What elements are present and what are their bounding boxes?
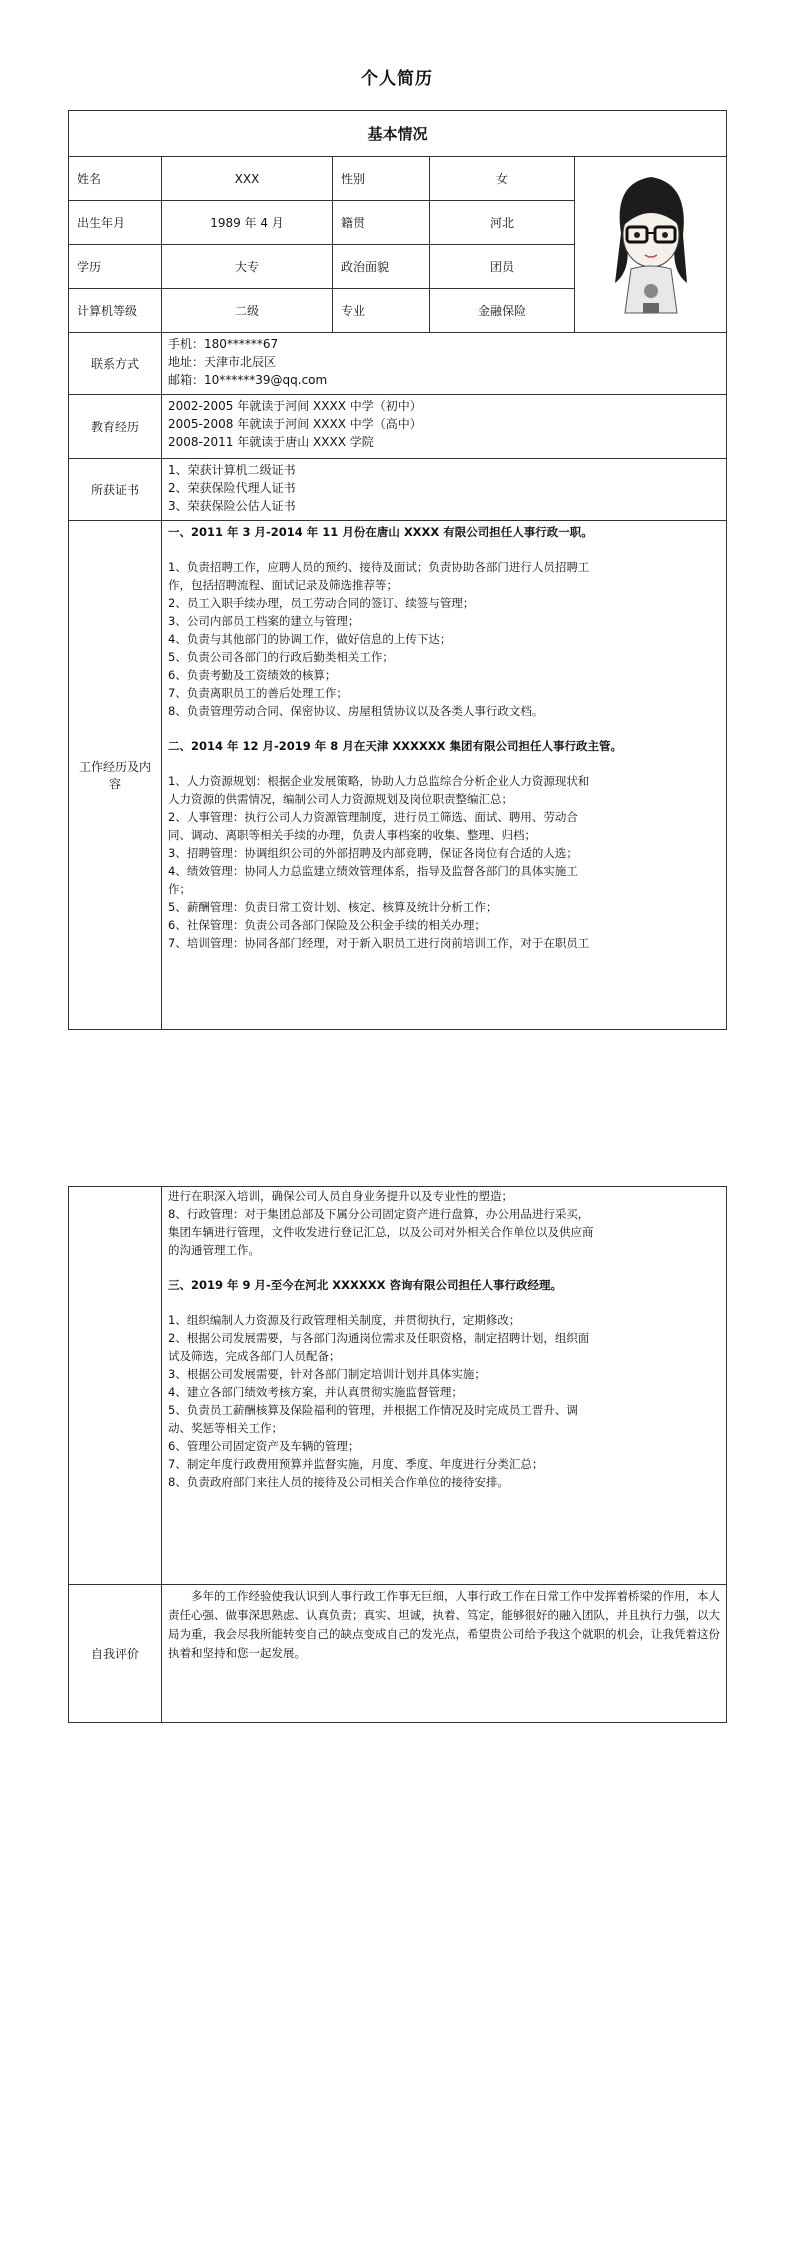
education-info	[162, 395, 727, 459]
contact-info	[162, 333, 727, 395]
political-status-label: 政治面貌	[333, 245, 430, 289]
list-item: 6、负责考勤及工资绩效的核算；	[168, 668, 337, 682]
gender-value: 女	[430, 157, 575, 201]
list-item: 2、员工入职手续办理，员工劳动合同的签订、续签与管理；	[168, 596, 475, 610]
list-item: 1、荣获计算机二级证书	[168, 463, 296, 477]
table-row	[69, 1585, 727, 1723]
work-heading-3: 三、2019 年 9 月-至今在河北 XXXXXX 咨询有限公司担任人事行政经理。	[168, 1278, 562, 1292]
list-item: 4、建立各部门绩效考核方案，并认真贯彻实施监督管理；	[168, 1385, 463, 1399]
political-status-value: 团员	[430, 245, 575, 289]
list-item: 3、公司内部员工档案的建立与管理；	[168, 614, 360, 628]
work-content-part1	[162, 521, 727, 1030]
list-item: 4、负责与其他部门的协调工作，做好信息的上传下达；	[168, 632, 452, 646]
list-item: 2、荣获保险代理人证书	[168, 481, 296, 495]
list-item: 2008-2011 年就读于唐山 XXXX 学院	[168, 435, 374, 449]
birth-label: 出生年月	[69, 201, 162, 245]
list-item: 5、负责员工薪酬核算及保险福利的管理，并根据工作情况及时完成员工晋升、调	[168, 1403, 578, 1417]
list-item: 2、根据公司发展需要，与各部门沟通岗位需求及任职资格，制定招聘计划，组织面	[168, 1331, 590, 1345]
list-item: 试及筛选，完成各部门人员配备；	[168, 1349, 341, 1363]
list-item: 2005-2008 年就读于河间 XXXX 中学（高中）	[168, 417, 422, 431]
computer-level-value: 二级	[162, 289, 333, 333]
email-line: 邮箱：10******39@qq.com	[168, 373, 328, 387]
work-heading-2: 二、2014 年 12 月-2019 年 8 月在天津 XXXXXX 集团有限公司担任人事行政主管。	[168, 739, 623, 753]
education-level-label: 学历	[69, 245, 162, 289]
list-item: 8、负责政府部门来往人员的接待及公司相关合作单位的接待安排。	[168, 1475, 509, 1489]
work-content-part2	[162, 1187, 727, 1585]
name-label: 姓名	[69, 157, 162, 201]
table-row	[69, 1187, 727, 1585]
list-item: 人力资源的供需情况，编制公司人力资源规划及岗位职责整编汇总；	[168, 792, 513, 806]
self-eval-text: 多年的工作经验使我认识到人事行政工作事无巨细，人事行政工作在日常工作中发挥着桥梁的作用，本人责任心强、做事深思熟虑、认真负责；真实、坦诚，执着、笃定，能够很好的融入团队，并且执行力强，以大局为重，我会尽我所能转变自己的缺点变成自己的发光点，希望贵公司给予我这个就职的机会，让我凭着这份执着和坚持和您一起发展。	[162, 1585, 727, 1723]
list-item: 2、人事管理：执行公司人力资源管理制度，进行员工筛选、面试、聘用、劳动合	[168, 810, 578, 824]
list-item: 3、根据公司发展需要，针对各部门制定培训计划并具体实施；	[168, 1367, 486, 1381]
photo-cell	[575, 157, 727, 333]
list-item: 8、负责管理劳动合同、保密协议、房屋租赁协议以及各类人事行政文档。	[168, 704, 544, 718]
education-level-value: 大专	[162, 245, 333, 289]
list-item: 1、人力资源规划：根据企业发展策略，协助人力总监综合分析企业人力资源现状和	[168, 774, 590, 788]
work-label-continued	[69, 1187, 162, 1585]
name-value: XXX	[162, 157, 333, 201]
certificates-info	[162, 459, 727, 521]
list-item: 4、绩效管理：协同人力总监建立绩效管理体系，指导及监督各部门的具体实施工	[168, 864, 578, 878]
list-item: 1、负责招聘工作，应聘人员的预约、接待及面试；负责协助各部门进行人员招聘工	[168, 560, 590, 574]
gender-label: 性别	[333, 157, 430, 201]
list-item: 7、制定年度行政费用预算并监督实施，月度、季度、年度进行分类汇总；	[168, 1457, 544, 1471]
list-item: 2002-2005 年就读于河间 XXXX 中学（初中）	[168, 399, 422, 413]
list-item: 3、荣获保险公估人证书	[168, 499, 296, 513]
contact-label: 联系方式	[69, 333, 162, 395]
list-item: 1、组织编制人力资源及行政管理相关制度，并贯彻执行，定期修改；	[168, 1313, 521, 1327]
table-row	[69, 521, 727, 1030]
page-title: 个人简历	[361, 69, 433, 89]
list-item: 3、招聘管理：协调组织公司的外部招聘及内部竞聘，保证各岗位有合适的人选；	[168, 846, 578, 860]
hometown-value: 河北	[430, 201, 575, 245]
list-item: 同、调动、离职等相关手续的办理，负责人事档案的收集、整理、归档；	[168, 828, 536, 842]
list-item: 的沟通管理工作。	[168, 1243, 260, 1257]
major-label: 专业	[333, 289, 430, 333]
table-row	[69, 157, 727, 201]
resume-table-page2	[68, 1186, 727, 1723]
list-item: 7、负责离职员工的善后处理工作；	[168, 686, 348, 700]
list-item: 动、奖惩等相关工作；	[168, 1421, 283, 1435]
list-item: 8、行政管理：对于集团总部及下属分公司固定资产进行盘算，办公用品进行采买，	[168, 1207, 590, 1221]
list-item: 5、薪酬管理：负责日常工资计划、核定、核算及统计分析工作；	[168, 900, 498, 914]
list-item: 7、培训管理：协同各部门经理，对于新入职员工进行岗前培训工作，对于在职员工	[168, 936, 590, 950]
address-line: 地址：天津市北辰区	[168, 355, 277, 369]
resume-table-page1	[68, 110, 727, 1030]
birth-value: 1989 年 4 月	[162, 201, 333, 245]
computer-level-label: 计算机等级	[69, 289, 162, 333]
list-item: 6、社保管理：负责公司各部门保险及公积金手续的相关办理；	[168, 918, 486, 932]
list-item: 集团车辆进行管理，文件收发进行登记汇总，以及公司对外相关合作单位以及供应商	[168, 1225, 594, 1239]
avatar	[591, 163, 711, 323]
work-label: 工作经历及内容	[69, 521, 162, 1030]
hometown-label: 籍贯	[333, 201, 430, 245]
table-row	[69, 459, 727, 521]
major-value: 金融保险	[430, 289, 575, 333]
table-row	[69, 395, 727, 459]
table-row	[69, 333, 727, 395]
list-item: 6、管理公司固定资产及车辆的管理；	[168, 1439, 360, 1453]
list-item: 作；	[168, 882, 191, 896]
work-heading-1: 一、2011 年 3 月-2014 年 11 月份在唐山 XXXX 有限公司担任人事行政一职。	[168, 525, 593, 539]
basic-info-header: 基本情况	[69, 111, 727, 157]
list-item: 作，包括招聘流程、面试记录及筛选推荐等；	[168, 578, 398, 592]
list-item: 进行在职深入培训，确保公司人员自身业务提升以及专业性的塑造；	[168, 1189, 513, 1203]
phone-line: 手机：180******67	[168, 337, 279, 351]
education-label: 教育经历	[69, 395, 162, 459]
self-eval-label: 自我评价	[69, 1585, 162, 1723]
certificates-label: 所获证书	[69, 459, 162, 521]
list-item: 5、负责公司各部门的行政后勤类相关工作；	[168, 650, 394, 664]
